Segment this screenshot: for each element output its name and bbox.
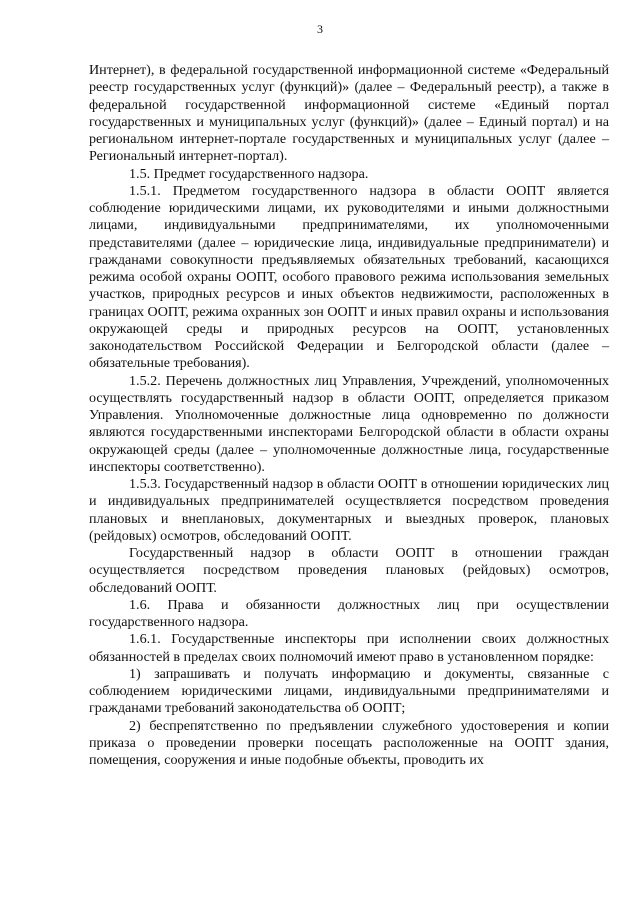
- list-item-2: 2) беспрепятственно по предъявлении служебного удостоверения и копии приказа о проведении проверки посещать расположенные на ООПТ здания, помещения, сооружения и иные подобные объекты, проводить их: [89, 717, 609, 768]
- paragraph-1-6-1: 1.6.1. Государственные инспекторы при исполнении своих должностных обязанностей в пределах своих полномочий имеют право в установленном порядке:: [89, 631, 609, 665]
- section-heading-1-5: 1.5. Предмет государственного надзора.: [129, 165, 369, 182]
- paragraph-1-5-2: 1.5.2. Перечень должностных лиц Управления, Учреждений, уполномоченных осуществлять государственный надзор в области ООПТ, определяется приказом Управления. Уполномоченные должностные лица одновременно по должности являются государственными инспекторами Белгородской области в области охраны окружающей среды (далее – уполномоченные должностные лица, государственные инспекторы соответственно).: [89, 372, 609, 475]
- document-body: [89, 62, 609, 769]
- list-item-1: 1) запрашивать и получать информацию и документы, связанные с соблюдением юридическими лицами, индивидуальными предпринимателями и гражданами требований законодательства об ООПТ;: [89, 665, 609, 717]
- page-number: 3: [317, 22, 323, 36]
- paragraph-1-5-1: 1.5.1. Предметом государственного надзора в области ООПТ является соблюдение юридическими лицами, их руководителями и иными должностными лицами, индивидуальными предпринимателями, их уполномоченными представителями (далее – юридические лица, индивидуальные предприниматели) и гражданами совокупности предъявляемых обязательных требований, касающихся режима особой охраны ООПТ, особого правового режима использования земельных участков, природных ресурсов и иных объектов недвижимости, расположенных в границах ООПТ, режима охранных зон ООПТ и иных правил охраны и использования окружающей среды и природных ресурсов на ООПТ, установленных законодательством Российской Федерации и Белгородской области (далее – обязательные требования).: [89, 182, 609, 372]
- paragraph-1-5-3: 1.5.3. Государственный надзор в области ООПТ в отношении юридических лиц и индивидуальных предпринимателей осуществляется посредством проведения плановых и внеплановых, документарных и выездных проверок, плановых (рейдовых) осмотров, обследований ООПТ.: [89, 476, 609, 544]
- section-heading-1-6: 1.6. Права и обязанности должностных лиц при осуществлении государственного надзора.: [89, 596, 609, 630]
- paragraph-continuation: Интернет), в федеральной государственной информационной системе «Федеральный реестр государственных услуг (функций)» (далее – Федеральный реестр), а также в федеральной государственной информационной системе «Единый портал государственных и муниципальных услуг (функций)» (далее – Единый портал) и на региональном интернет-портале государственных и муниципальных услуг (далее – Региональный интернет-портал).: [89, 62, 609, 165]
- paragraph-citizens-supervision: Государственный надзор в области ООПТ в отношении граждан осуществляется посредством проведения плановых (рейдовых) осмотров, обследований ООПТ.: [89, 545, 609, 596]
